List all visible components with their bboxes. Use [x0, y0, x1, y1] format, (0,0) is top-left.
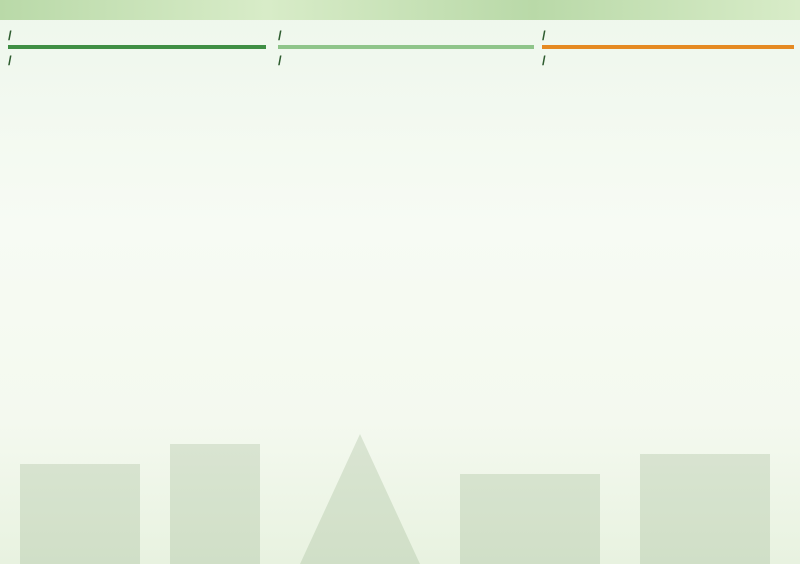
column-1	[8, 24, 266, 70]
location-label	[278, 45, 534, 49]
day-heading: /	[8, 28, 12, 43]
location-label	[542, 45, 794, 49]
top-banner	[0, 0, 800, 20]
day-heading: /	[8, 53, 12, 69]
day-heading: /	[542, 28, 546, 43]
location-label	[8, 45, 266, 49]
day-heading: /	[278, 28, 282, 43]
day-heading: /	[542, 53, 546, 69]
column-3	[542, 24, 794, 70]
building-watermark	[0, 404, 800, 564]
column-2	[278, 24, 534, 70]
day-heading: /	[278, 53, 282, 69]
